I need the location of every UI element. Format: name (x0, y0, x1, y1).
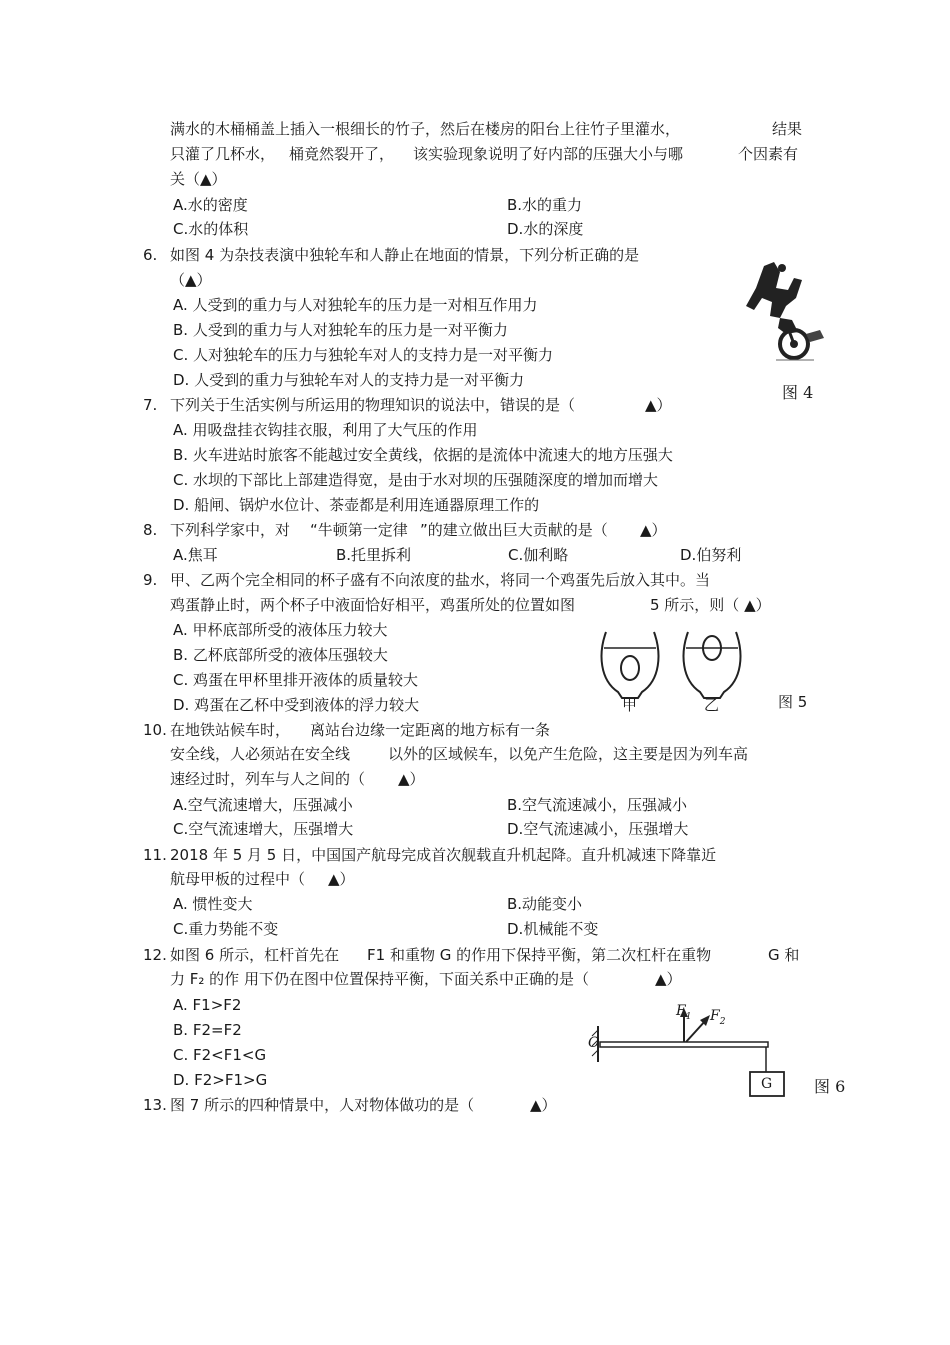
q12-option-b: B. F2=F2 (173, 1021, 242, 1039)
figure-6-caption: 图 6 (814, 1077, 846, 1096)
q11-option-b: B.动能变小 (507, 895, 583, 913)
q7-answer-mark: ▲） (645, 396, 672, 414)
q12-stem-line1a: 如图 6 所示，杠杆首先在 (170, 946, 340, 964)
cup-label-yi: 乙 (704, 696, 720, 714)
q12-stem-line1c: G 和 (768, 946, 800, 964)
q5-option-b: B.水的重力 (507, 196, 583, 214)
q5-stem-line2d: 个因素有 (738, 145, 799, 163)
q11-option-a: A. 惯性变大 (173, 895, 253, 913)
q5-stem-line3: 关（▲） (170, 170, 227, 188)
q8-stem-b: “牛顿第一定律 (310, 521, 408, 539)
q9-number: 9. (143, 571, 158, 589)
q5-stem-line1-end: 结果 (772, 120, 803, 138)
q6-stem: 如图 4 为杂技表演中独轮车和人静止在地面的情景，下列分析正确的是 (170, 246, 640, 264)
q7-option-b: B. 火车进站时旅客不能越过安全黄线，依据的是流体中流速大的地方压强大 (173, 446, 673, 464)
q10-stem-line2b: 以外的区域候车，以免产生危险，这主要是因为列车高 (388, 745, 749, 763)
q8-number: 8. (143, 521, 158, 539)
q11-stem-line1: 2018 年 5 月 5 日，中国国产航母完成首次舰载直升机起降。直升机减速下降靠近 (170, 846, 717, 864)
q6-option-a: A. 人受到的重力与人对独轮车的压力是一对相互作用力 (173, 296, 538, 314)
force-f2-subscript: 2 (719, 1016, 726, 1027)
q12-stem-line1b: F1 和重物 G 的作用下保持平衡，第二次杠杆在重物 (367, 946, 712, 964)
weight-g-label: G (761, 1076, 773, 1092)
q11-number: 11. (143, 846, 167, 864)
q12-answer-mark: ▲） (655, 970, 682, 988)
q11-stem-line2: 航母甲板的过程中（ (170, 870, 306, 888)
q6-number: 6. (143, 246, 158, 264)
q13-number: 13. (143, 1096, 167, 1114)
q10-stem-line1b: 离站台边缘一定距离的地方标有一条 (310, 721, 551, 739)
q10-option-a: A.空气流速增大，压强减小 (173, 796, 353, 814)
q9-option-d: D. 鸡蛋在乙杯中受到液体的浮力较大 (173, 696, 420, 714)
q11-option-d: D.机械能不变 (507, 920, 599, 938)
q7-number: 7. (143, 396, 158, 414)
q9-option-a: A. 甲杯底部所受的液体压力较大 (173, 621, 388, 639)
q6-stem-mark: （▲） (170, 271, 212, 289)
q8-option-c: C.伽利略 (508, 546, 569, 564)
q8-answer-mark: ▲） (640, 521, 667, 539)
unicycle-acrobat-figure (736, 258, 831, 370)
q5-stem-line2b: 桶竟然裂开了， (289, 145, 395, 163)
q9-option-b: B. 乙杯底部所受的液体压强较大 (173, 646, 388, 664)
q13-stem: 图 7 所示的四种情景中，人对物体做功的是（ (170, 1096, 475, 1114)
q10-stem-line2a: 安全线，人必须站在安全线 (170, 745, 351, 763)
q10-number: 10. (143, 721, 167, 739)
force-f1-letter: F (676, 1003, 686, 1019)
q7-option-c: C. 水坝的下部比上部建造得宽，是由于水对坝的压强随深度的增加而增大 (173, 471, 659, 489)
q7-option-a: A. 用吸盘挂衣钩挂衣服，利用了大气压的作用 (173, 421, 478, 439)
q9-stem-line2: 鸡蛋静止时，两个杯子中液面恰好相平，鸡蛋所处的位置如图 (170, 596, 576, 614)
q5-stem-line1: 满水的木桶桶盖上插入一根细长的竹子，然后在楼房的阳台上往竹子里灌水， (170, 120, 681, 138)
lever-pivot-label: O (588, 1035, 600, 1051)
q10-answer-mark: ▲） (398, 770, 425, 788)
q7-option-d: D. 船闸、锅炉水位计、茶壶都是利用连通器原理工作的 (173, 496, 540, 514)
q5-option-c: C.水的体积 (173, 220, 249, 238)
q8-option-a: A.焦耳 (173, 546, 218, 564)
q10-option-b: B.空气流速减小，压强减小 (507, 796, 688, 814)
q13-answer-mark: ▲） (530, 1096, 557, 1114)
q8-stem-a: 下列科学家中，对 (170, 521, 291, 539)
force-f2-letter: F (710, 1008, 720, 1024)
q7-stem: 下列关于生活实例与所运用的物理知识的说法中，错误的是（ (170, 396, 576, 414)
force-f2-label (710, 1006, 725, 1032)
q8-option-b: B.托里拆利 (336, 546, 412, 564)
q12-option-a: A. F1>F2 (173, 996, 242, 1014)
q12-option-d: D. F2>F1>G (173, 1071, 268, 1089)
q11-option-c: C.重力势能不变 (173, 920, 279, 938)
force-f1-label (676, 1001, 691, 1027)
q5-stem-line2c: 该实验现象说明了好内部的压强大小与哪 (413, 145, 684, 163)
force-f1-subscript: 1 (685, 1011, 692, 1022)
q10-option-c: C.空气流速增大，压强增大 (173, 820, 354, 838)
q5-option-a: A.水的密度 (173, 196, 248, 214)
q9-stem-line1: 甲、乙两个完全相同的杯子盛有不向浓度的盐水，将同一个鸡蛋先后放入其中。当 (170, 571, 711, 589)
q5-stem-line2a: 只灌了几杯水， (170, 145, 276, 163)
q11-answer-mark: ▲） (328, 870, 355, 888)
q10-stem-line1a: 在地铁站候车时， (170, 721, 291, 739)
q10-option-d: D.空气流速减小，压强增大 (507, 820, 689, 838)
q10-stem-line3: 速经过时，列车与人之间的（ (170, 770, 366, 788)
figure-4-caption: 图 4 (782, 383, 814, 402)
q8-stem-c: ”的建立做出巨大贡献的是（ (420, 521, 608, 539)
q5-option-d: D.水的深度 (507, 220, 584, 238)
q12-option-c: C. F2<F1<G (173, 1046, 267, 1064)
q6-option-c: C. 人对独轮车的压力与独轮车对人的支持力是一对平衡力 (173, 346, 554, 364)
q6-option-d: D. 人受到的重力与独轮车对人的支持力是一对平衡力 (173, 371, 525, 389)
figure-5-caption: 图 5 (778, 693, 808, 711)
q6-option-b: B. 人受到的重力与人对独轮车的压力是一对平衡力 (173, 321, 508, 339)
q12-number: 12. (143, 946, 167, 964)
cup-label-jia: 甲 (622, 696, 638, 714)
q9-option-c: C. 鸡蛋在甲杯里排开液体的质量较大 (173, 671, 419, 689)
q8-option-d: D.伯努利 (680, 546, 742, 564)
q9-stem-line2-end: 5 所示，则（ ▲） (650, 596, 771, 614)
egg-cups-figure (596, 624, 756, 718)
q12-stem-line2: 力 F₂ 的作 用下仍在图中位置保持平衡，下面关系中正确的是（ (170, 970, 589, 988)
